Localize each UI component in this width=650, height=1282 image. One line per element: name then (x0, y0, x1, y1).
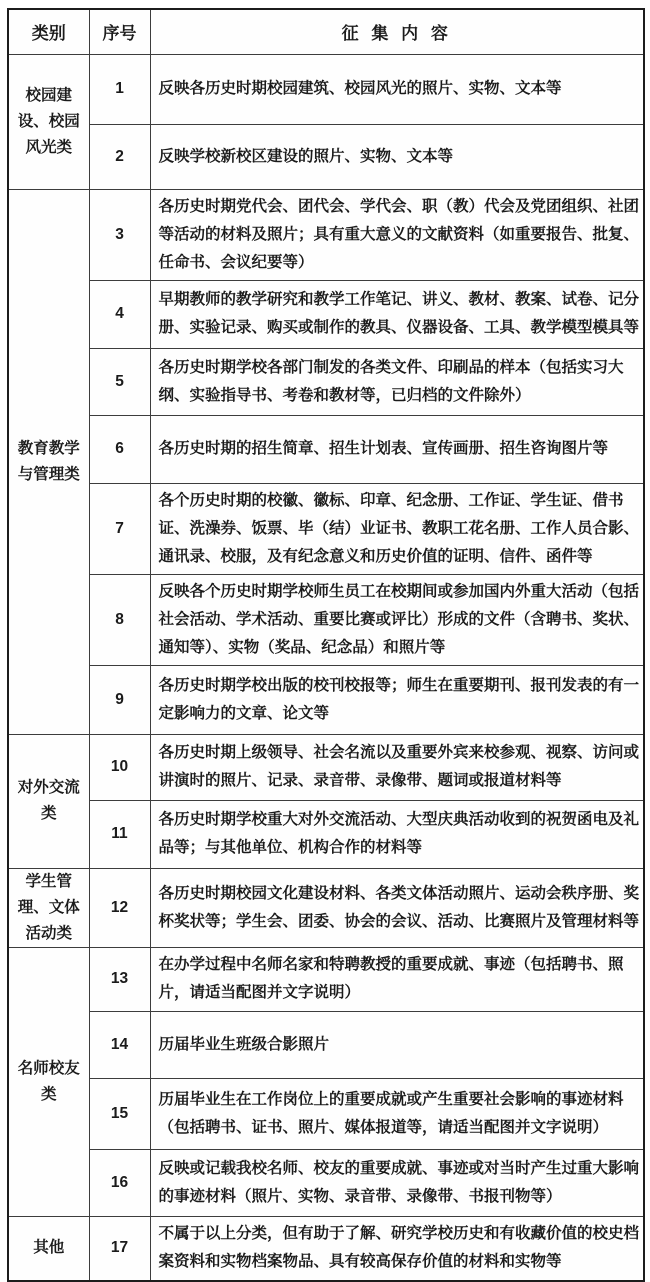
row-number-cell: 3 (89, 189, 150, 280)
table-row (8, 1216, 644, 1281)
row-number-cell: 5 (89, 348, 150, 415)
row-content-cell: 各历史时期党代会、团代会、学代会、职（教）代会及党团组织、社团等活动的材料及照片；具有重大意义的文献资料（如重要报告、批复、任命书、会议纪要等） (150, 189, 644, 280)
row-number-cell: 10 (89, 734, 150, 800)
number-header-cell: 序号 (89, 9, 150, 54)
row-content-cell: 各历史时期学校各部门制发的各类文件、印刷品的样本（包括实习大纲、实验指导书、考卷和教材等，已归档的文件除外） (150, 348, 644, 415)
category-teachers-alumni: 名师校友类 (8, 947, 89, 1216)
table-row (8, 348, 644, 415)
category-student-activities: 学生管理、文体活动类 (8, 868, 89, 947)
row-content-cell: 各个历史时期的校徽、徽标、印章、纪念册、工作证、学生证、借书证、洗澡券、饭票、毕（结）业证书、教职工花名册、工作人员合影、通讯录、校服，及有纪念意义和历史价值的证明、信件、函件等 (150, 483, 644, 574)
row-content-cell: 各历史时期上级领导、社会名流以及重要外宾来校参观、视察、访问或讲演时的照片、记录、录音带、录像带、题词或报道材料等 (150, 734, 644, 800)
row-number-cell: 2 (89, 124, 150, 189)
row-number-cell: 13 (89, 947, 150, 1011)
row-content-cell: 各历史时期校园文化建设材料、各类文体活动照片、运动会秩序册、奖杯奖状等；学生会、团委、协会的会议、活动、比赛照片及管理材料等 (150, 868, 644, 947)
row-content-cell: 各历史时期的招生简章、招生计划表、宣传画册、招生咨询图片等 (150, 415, 644, 483)
row-number-cell: 4 (89, 280, 150, 348)
row-content-cell: 历届毕业生班级合影照片 (150, 1011, 644, 1078)
collection-table (7, 8, 645, 1282)
row-number-cell: 7 (89, 483, 150, 574)
row-number-cell: 11 (89, 800, 150, 868)
category-other: 其他 (8, 1216, 89, 1281)
table-row (8, 1011, 644, 1078)
row-number-cell: 15 (89, 1078, 150, 1149)
table-row (8, 124, 644, 189)
row-content-cell: 反映各个历史时期学校师生员工在校期间或参加国内外重大活动（包括社会活动、学术活动、重要比赛或评比）形成的文件（含聘书、奖状、通知等）、实物（奖品、纪念品）和照片等 (150, 574, 644, 665)
row-content-cell: 反映或记载我校名师、校友的重要成就、事迹或对当时产生过重大影响的事迹材料（照片、实物、录音带、录像带、书报刊物等） (150, 1149, 644, 1216)
content-header-cell: 征 集 内 容 (150, 9, 644, 54)
row-number-cell: 17 (89, 1216, 150, 1281)
table-row (8, 734, 644, 800)
table-row (8, 1078, 644, 1149)
row-content-cell: 不属于以上分类，但有助于了解、研究学校历史和有收藏价值的校史档案资料和实物档案物品、具有较高保存价值的材料和实物等 (150, 1216, 644, 1281)
row-content-cell: 各历史时期学校出版的校刊校报等；师生在重要期刊、报刊发表的有一定影响力的文章、论文等 (150, 665, 644, 734)
table-header-row (8, 9, 644, 54)
table-row (8, 483, 644, 574)
table-row (8, 280, 644, 348)
table-row (8, 665, 644, 734)
row-content-cell: 反映学校新校区建设的照片、实物、文本等 (150, 124, 644, 189)
table-row (8, 415, 644, 483)
row-number-cell: 6 (89, 415, 150, 483)
row-number-cell: 12 (89, 868, 150, 947)
category-campus-construction: 校园建设、校园风光类 (8, 54, 89, 189)
row-content-cell: 早期教师的教学研究和教学工作笔记、讲义、教材、教案、试卷、记分册、实验记录、购买或制作的教具、仪器设备、工具、教学模型模具等 (150, 280, 644, 348)
table-row (8, 574, 644, 665)
table-row (8, 189, 644, 280)
row-number-cell: 1 (89, 54, 150, 124)
table-row (8, 800, 644, 868)
row-content-cell: 历届毕业生在工作岗位上的重要成就或产生重要社会影响的事迹材料（包括聘书、证书、照片、媒体报道等，请适当配图并文字说明） (150, 1078, 644, 1149)
row-content-cell: 在办学过程中名师名家和特聘教授的重要成就、事迹（包括聘书、照片，请适当配图并文字说明） (150, 947, 644, 1011)
table-row (8, 868, 644, 947)
row-content-cell: 各历史时期学校重大对外交流活动、大型庆典活动收到的祝贺函电及礼品等；与其他单位、机构合作的材料等 (150, 800, 644, 868)
category-header-cell: 类别 (8, 9, 89, 54)
row-number-cell: 14 (89, 1011, 150, 1078)
row-number-cell: 9 (89, 665, 150, 734)
category-education-management: 教育教学与管理类 (8, 189, 89, 734)
table-row (8, 54, 644, 124)
row-number-cell: 8 (89, 574, 150, 665)
table-row (8, 1149, 644, 1216)
row-number-cell: 16 (89, 1149, 150, 1216)
category-external-exchange: 对外交流类 (8, 734, 89, 868)
table-row (8, 947, 644, 1011)
row-content-cell: 反映各历史时期校园建筑、校园风光的照片、实物、文本等 (150, 54, 644, 124)
